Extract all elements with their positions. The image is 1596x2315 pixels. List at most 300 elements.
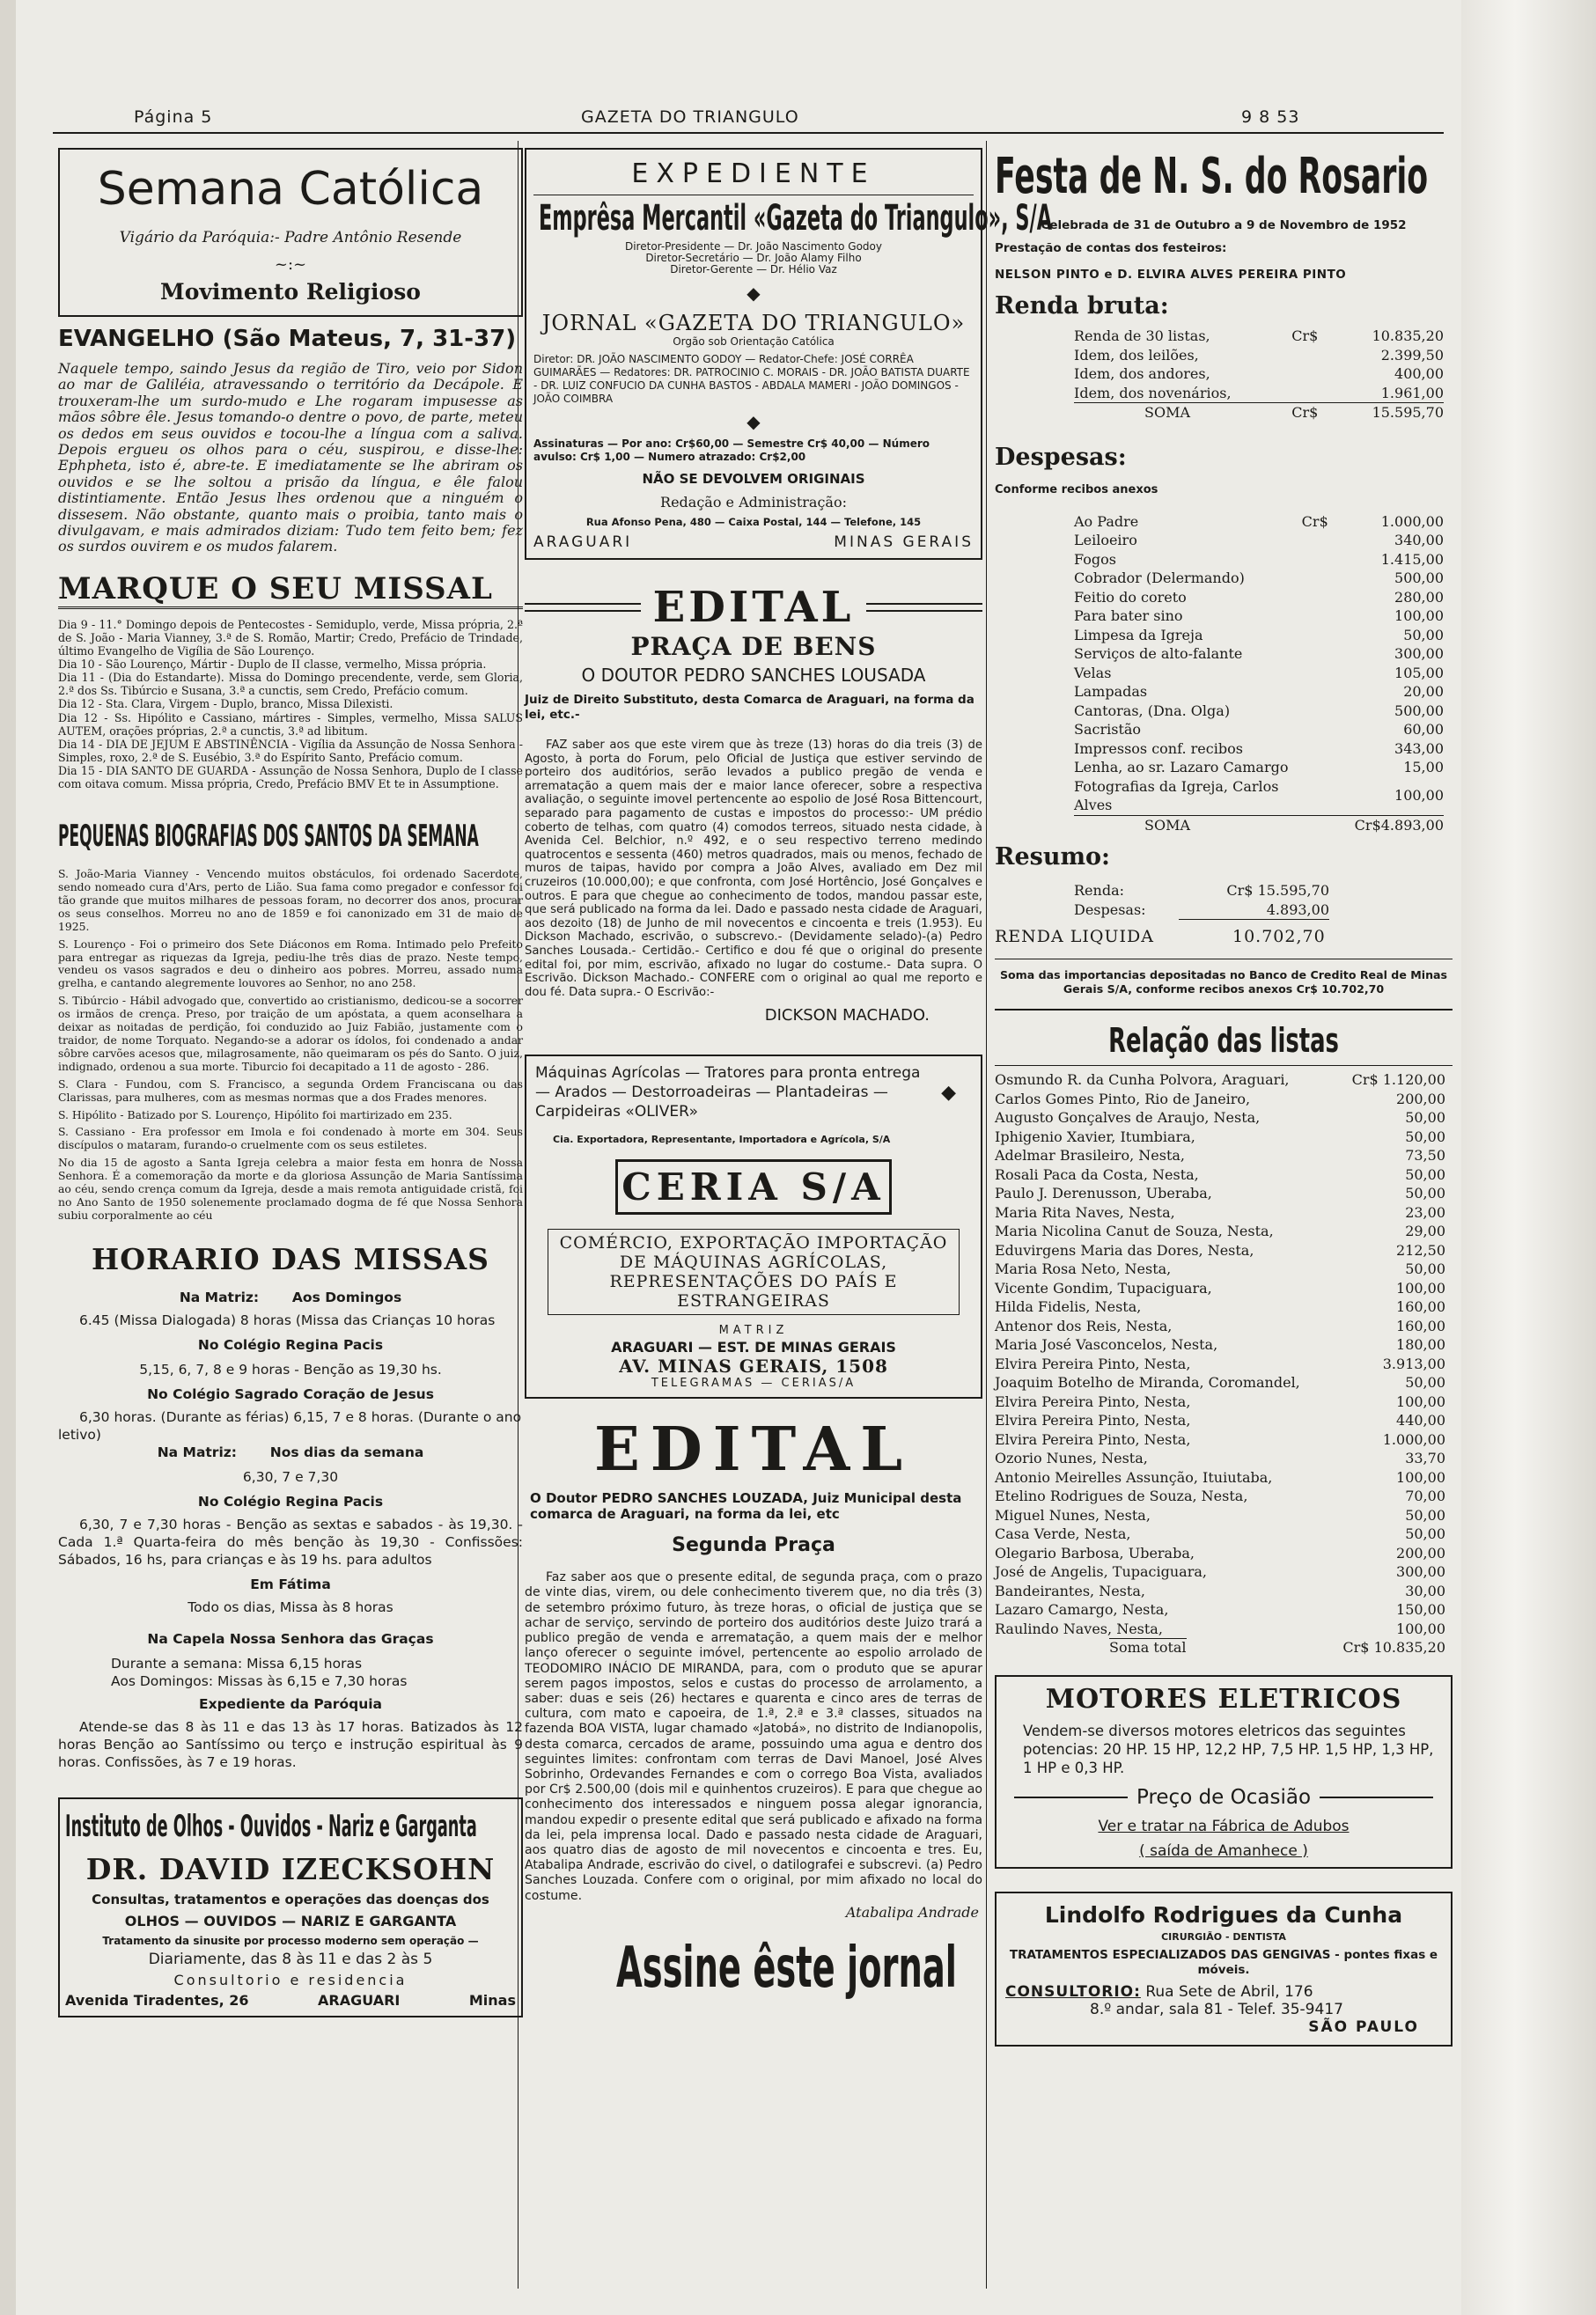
- listas-value: Cr$ 1.120,00: [1351, 1071, 1445, 1088]
- listas-row: [995, 1411, 1445, 1430]
- despesas-cr: [1302, 588, 1355, 607]
- instituto-l2: OLHOS — OUVIDOS — NARIZ E GARGANTA: [124, 1912, 457, 1929]
- instituto-address-row: [65, 1992, 516, 2009]
- listas-name: José de Angelis, Tupaciguara,: [995, 1563, 1207, 1580]
- column-rule-2: [986, 141, 987, 2289]
- despesas-row: [1074, 720, 1444, 739]
- listas-table: [995, 1070, 1445, 1657]
- horario-expediente: Expediente da Paróquia: [198, 1695, 383, 1712]
- horario-body: [58, 1289, 523, 1771]
- missal-title: MARQUE O SEU MISSAL: [58, 570, 493, 606]
- despesas-conforme: Conforme recibos anexos: [995, 482, 1158, 496]
- instituto-l5: Consultorio e residencia: [173, 1971, 408, 1988]
- resumo-despesas-value: 4.893,00: [1179, 900, 1329, 920]
- listas-row: [995, 1562, 1445, 1582]
- expediente-orgao: Orgão sob Orientação Católica: [673, 335, 835, 348]
- despesas-row: [1074, 588, 1444, 607]
- diamond-icon: ◆: [941, 1081, 956, 1104]
- expediente-assinaturas: Assinaturas — Por ano: Cr$60,00 — Semestre Cr$ 40,00 — Número avulso: Cr$ 1,00 — Numero atrazado: Cr$2,00: [533, 437, 930, 463]
- horario-aos-domingos: Aos Domingos: [291, 1289, 402, 1305]
- listas-row: [995, 1430, 1445, 1450]
- listas-row: [995, 1544, 1445, 1563]
- despesas-cr: [1302, 644, 1355, 664]
- listas-total-label: Soma total: [1109, 1639, 1187, 1656]
- horario-fatima: Em Fátima: [250, 1576, 331, 1592]
- listas-row: [995, 1184, 1445, 1203]
- biografias-heading: [58, 817, 523, 856]
- listas-row: [995, 1241, 1445, 1260]
- listas-row: [995, 1108, 1445, 1128]
- assine-text: Assine êste jornal: [616, 1935, 957, 2001]
- despesas-cr: [1302, 682, 1355, 702]
- ceria-machines: Máquinas Agrícolas — Tratores para pronta entrega — Arados — Destorroadeiras — Plantadeiras — Carpideiras «OLIVER»: [535, 1064, 921, 1121]
- despesas-label: Impressos conf. recibos: [1074, 739, 1243, 757]
- listas-name: Joaquim Botelho de Miranda, Coromandel,: [995, 1374, 1300, 1391]
- despesas-label: Serviços de alto-falante: [1074, 645, 1243, 662]
- listas-name: Carlos Gomes Pinto, Rio de Janeiro,: [995, 1090, 1251, 1107]
- despesas-row: [1074, 702, 1444, 721]
- despesas-value: 100,00: [1394, 607, 1444, 624]
- listas-name: Bandeirantes, Nesta,: [995, 1582, 1145, 1599]
- edital1-sig: DICKSON MACHADO.: [764, 1006, 930, 1025]
- renda-row: [1074, 384, 1444, 403]
- edital2-juiz: O Doutor PEDRO SANCHES LOUZADA, Juiz Municipal desta comarca de Araguari, na forma da lei, etc: [530, 1490, 962, 1523]
- expediente-company: Emprêsa Mercantil «Gazeta do Triangulo», S/A: [539, 198, 1053, 239]
- listas-value: 50,00: [1405, 1374, 1445, 1391]
- despesas-value: 100,00: [1394, 787, 1444, 805]
- column-left: [58, 141, 523, 2017]
- ceria-logo: CERIA S/A: [621, 1165, 886, 1209]
- vicar-line: Vigário da Paróquia:- Padre Antônio Resende: [119, 229, 462, 246]
- horario-expediente-txt: Atende-se das 8 às 11 e das 13 às 17 horas. Batizados às 12 horas Benção ao Santíssimo ou terço e instrução espiritual às 9 horas. Confissões, às 7 e 19 horas.: [58, 1718, 523, 1770]
- listas-name: Augusto Gonçalves de Araujo, Nesta,: [995, 1109, 1261, 1126]
- horario-regina: No Colégio Regina Pacis: [197, 1336, 384, 1353]
- listas-row: [995, 1165, 1445, 1185]
- ceria-desc: COMÉRCIO, EXPORTAÇÃO IMPORTAÇÃO DE MÁQUINAS AGRÍCOLAS, REPRESENTAÇÕES DO PAÍS E ESTRANGEIRAS: [559, 1233, 948, 1312]
- missal-entry: Dia 14 - DIA DE JEJUM E ABSTINÊNCIA - Vigília da Assunção de Nossa Senhora - Simples, roxo, 2.ª de S. Eusébio, 3.ª do Espírito Santo, Prefácio comum.: [58, 737, 523, 764]
- horario-fatima-txt: Todo os dias, Missa às 8 horas: [188, 1598, 393, 1615]
- despesas-value: 1.000,00: [1380, 512, 1444, 530]
- despesas-value: 105,00: [1394, 664, 1444, 681]
- despesas-label: Ao Padre: [1074, 512, 1139, 530]
- listas-value: 160,00: [1396, 1298, 1445, 1315]
- renda-liquida-label: RENDA LIQUIDA: [995, 927, 1154, 946]
- listas-value: 30,00: [1405, 1582, 1445, 1599]
- biografia-entry: S. Cassiano - Era professor em Imola e foi condenado à morte em 304. Seus discípulos o mataram, furando-o cruelmente com os seus estiletes.: [58, 1125, 523, 1152]
- renda-cr: [1291, 384, 1344, 403]
- movimento-title: Movimento Religioso: [160, 279, 421, 305]
- edital1-title: EDITAL: [652, 583, 855, 632]
- listas-value: 73,50: [1405, 1147, 1445, 1164]
- renda-cr: [1291, 364, 1344, 384]
- listas-value: 200,00: [1396, 1090, 1445, 1107]
- horario-regina-dom: 5,15, 6, 7, 8 e 9 horas - Benção as 19,30 hs.: [139, 1361, 442, 1378]
- resumo-renda: Renda:: [1074, 882, 1124, 899]
- ceria-matriz: MATRIZ: [718, 1324, 789, 1338]
- listas-name: Ozorio Nunes, Nesta,: [995, 1450, 1148, 1466]
- despesas-label: Sacristão: [1074, 721, 1142, 738]
- despesas-row: [1074, 569, 1444, 588]
- despesas-row: [1074, 531, 1444, 550]
- edital-1: [525, 583, 982, 1025]
- lindolfo-andar: 8.º andar, sala 81 - Telef. 35-9417: [1090, 2000, 1343, 2018]
- despesas-label: Cobrador (Delermando): [1074, 570, 1245, 586]
- festa-celebrada: Celebrada de 31 de Outubro a 9 de Novembro de 1952: [1041, 218, 1407, 232]
- listas-row: [995, 1146, 1445, 1165]
- listas-name: Elvira Pereira Pinto, Nesta,: [995, 1393, 1191, 1410]
- listas-value: 100,00: [1396, 1279, 1445, 1297]
- listas-name: Olegario Barbosa, Uberaba,: [995, 1544, 1195, 1562]
- listas-value: 180,00: [1396, 1336, 1445, 1353]
- listas-value: 100,00: [1396, 1620, 1445, 1637]
- issue-date: 9 8 53: [1241, 107, 1300, 127]
- listas-value: 50,00: [1405, 1185, 1445, 1202]
- listas-name: Maria Nicolina Canut de Souza, Nesta,: [995, 1223, 1274, 1239]
- missal-entry: Dia 11 - (Dia do Estandarte). Missa do Domingo precendente, verde, sem Gloria, 2.ª dos Ss. Tibúrcio e Susana, 3.ª a cunctis, sem Credo, Prefácio comum.: [58, 671, 523, 698]
- expediente-location-row: [533, 533, 974, 551]
- despesas-value: 500,00: [1394, 702, 1444, 719]
- listas-name: Maria Rosa Neto, Nesta,: [995, 1260, 1172, 1277]
- renda-liquida-value: 10.702,70: [1232, 927, 1326, 946]
- festa-title: Festa de N. S. do Rosario: [995, 148, 1429, 205]
- listas-value: 300,00: [1396, 1563, 1445, 1580]
- biografias-list: [58, 868, 523, 1223]
- instituto-doctor: DR. DAVID IZECKSOHN: [85, 1851, 496, 1886]
- evangelho-text: Naquele tempo, saindo Jesus da região de Tiro, veio por Sidon ao mar de Galiléia, atravessando o território da Decápole. E trouxeram-lhe um surdo-mudo e Lhe rogaram impusesse as mãos sôbre êle. Jesus tomando-o dentre o povo, de parte, meteu os dedos em seus ouvidos e tocou-lhe a língua com a saliva. Depois ergueu os olhos para o céu, suspirou, e disse-lhe: Ephpheta, isto é, abre-te. E imediatamente se lhe abriram os ouvidos e se lhe soltou a prisão da língua, e êle falou distintiamente. Então Jesus lhes ordenou que a ninguém o dissesem. Não obstante, quanto mais o proibia, tanto mais o divulgavam, e mais admirados diziam: Tudo tem feito bem; fez os surdos ouvirem e os mudos falarem.: [58, 360, 523, 555]
- missal-entry: Dia 9 - 11.° Domingo depois de Pentecostes - Semiduplo, verde, Missa própria, 2.ª de S. João - Maria Vianney, 3.ª de S. Romão, Martir; Credo, Prefácio de Trindade, último Evangelho de Vigília de São Lourenço.: [58, 617, 523, 658]
- edital1-sub: PRAÇA DE BENS: [630, 632, 877, 661]
- listas-row: [995, 1620, 1445, 1639]
- listas-row: [995, 1128, 1445, 1147]
- horario-sagrado: No Colégio Sagrado Coração de Jesus: [147, 1385, 434, 1402]
- motores-ver: Ver e tratar na Fábrica de Adubos: [1098, 1817, 1350, 1835]
- renda-value: 10.835,20: [1372, 327, 1444, 344]
- despesas-label: Fogos: [1074, 550, 1116, 568]
- ceria-av: AV. MINAS GERAIS, 1508: [619, 1356, 888, 1378]
- instituto-l1: Consultas, tratamentos e operações das doenças dos: [92, 1891, 489, 1907]
- despesas-table: [1074, 512, 1444, 835]
- lindolfo-trat: TRATAMENTOS ESPECIALIZADOS DAS GENGIVAS - pontes fixas e móveis.: [1009, 1947, 1438, 1977]
- despesas-cr: [1302, 758, 1355, 777]
- listas-row: [995, 1468, 1445, 1488]
- listas-name: Etelino Rodrigues de Souza, Nesta,: [995, 1488, 1248, 1504]
- expediente-cidade: ARAGUARI: [533, 533, 633, 551]
- despesas-soma-label: SOMA: [1074, 815, 1302, 834]
- listas-name: Lazaro Camargo, Nesta,: [995, 1601, 1169, 1618]
- horario-dias-semana: Nos dias da semana: [269, 1444, 424, 1460]
- instituto-l3: Tratamento da sinusite por processo moderno sem operação —: [102, 1934, 479, 1947]
- despesas-cr: Cr$: [1301, 512, 1328, 530]
- instituto-state: Minas: [468, 1991, 516, 2009]
- listas-row: [995, 1090, 1445, 1109]
- expediente-staff: Diretor: DR. JOÃO NASCIMENTO GODOY — Redator-Chefe: JOSÉ CORRÊA GUIMARÃES — Redatores: DR. PATROCINIO C. MORAIS - DR. JOÃO BATISTA DUARTE - DR. LUIZ CONFUCIO DA CUNHA BASTOS - ABDALA MAMERI - JOÃO DOMINGOS - JOÃO COIMBRA: [533, 353, 970, 405]
- missal-list: [58, 618, 523, 790]
- missal-entry: Dia 15 - DIA SANTO DE GUARDA - Assunção de Nossa Senhora, Duplo de I classe com oitava comum. Missa própria, Credo, Prefácio BMV Et te in Assumptione.: [58, 763, 523, 790]
- semana-title: Semana Católica: [97, 163, 484, 216]
- despesas-value: 50,00: [1403, 626, 1444, 643]
- despesas-row: [1074, 606, 1444, 626]
- listas-name: Rosali Paca da Costa, Nesta,: [995, 1165, 1199, 1183]
- listas-name: Raulindo Naves, Nesta,: [995, 1620, 1163, 1637]
- biografia-entry: S. Tibúrcio - Hábil advogado que, convertido ao cristianismo, dedicou-se a socorrer os irmãos de crença. Preso, por traição de um apóstata, a quem aconselhara a deixar as noitadas de perdição, foi conduzido ao Juiz Fabião, justamente com o traidor, de nome Torquato. Negando-se a adorar os ídolos, foi condenado a andar sôbre carvões acesos que, milagrosamente, não queimaram os pés do Santo. O juiz, indignado, ordenou a sua morte. Tiburcio foi decapitado a 11 de agosto - 286.: [58, 994, 523, 1073]
- renda-value: 2.399,50: [1380, 346, 1444, 364]
- renda-table: [1074, 327, 1444, 423]
- resumo-title: Resumo:: [995, 843, 1110, 871]
- despesas-cr: [1302, 550, 1355, 570]
- biografia-entry: S. Lourenço - Foi o primeiro dos Sete Diáconos em Roma. Intimado pelo Prefeito para entregar as riquezas da Igreja, pediu-lhe três dias de prazo. Neste tempo, vendeu os vasos sagrados e deu o dinheiro aos pobres. Morreu, assado numa grelha, e cantando alegremente louvores ao Senhor, no ano 258.: [58, 937, 523, 990]
- renda-label: Idem, dos novenários,: [1074, 384, 1232, 401]
- motores-saida: ( saída de Amanhece ): [1139, 1841, 1308, 1860]
- renda-value: 400,00: [1394, 365, 1444, 382]
- listas-value: 150,00: [1396, 1601, 1445, 1618]
- despesas-label: Para bater sino: [1074, 607, 1183, 624]
- listas-value: 50,00: [1405, 1506, 1445, 1524]
- listas-value: 50,00: [1405, 1260, 1445, 1277]
- horario-matriz-dom: 6.45 (Missa Dialogada) 8 horas (Missa das Crianças 10 horas: [79, 1312, 496, 1328]
- despesas-value: 280,00: [1394, 588, 1444, 606]
- biografia-entry: S. Clara - Fundou, com S. Francisco, a segunda Ordem Franciscana ou das Clarissas, para mulheres, com as mesmas normas que a dos Frades menores.: [58, 1077, 523, 1104]
- expediente-redacao: Redação e Administração:: [660, 494, 847, 511]
- listas-name: Adelmar Brasileiro, Nesta,: [995, 1147, 1185, 1164]
- listas-value: 50,00: [1405, 1128, 1445, 1145]
- listas-value: 100,00: [1396, 1468, 1445, 1486]
- expediente-dir2: Diretor-Secretário — Dr. João Alamy Filho: [645, 252, 862, 264]
- listas-name: Hilda Fidelis, Nesta,: [995, 1298, 1142, 1315]
- motores-title: MOTORES ELETRICOS: [1045, 1683, 1402, 1715]
- despesas-label: Feitio do coreto: [1074, 588, 1187, 606]
- listas-total-value: Cr$ 10.835,20: [1342, 1639, 1445, 1656]
- renda-cr: Cr$: [1291, 327, 1319, 344]
- edital2-sig: Atabalipa Andrade: [845, 1903, 979, 1921]
- biografia-entry: S. Hipólito - Batizado por S. Lourenço, Hipólito foi martirizado em 235.: [58, 1107, 452, 1121]
- diamond-icon: ◆: [747, 411, 761, 432]
- missal-entry: Dia 12 - Ss. Hipólito e Cassiano, mártires - Simples, vermelho, Missa SALUS AUTEM, orações próprias, 2.ª a cunctis, 3.ª ad libitum.: [58, 710, 523, 738]
- listas-row: [995, 1260, 1445, 1279]
- despesas-row: [1074, 682, 1444, 702]
- listas-name: Osmundo R. da Cunha Polvora, Araguari,: [995, 1071, 1290, 1088]
- listas-name: Casa Verde, Nesta,: [995, 1525, 1131, 1542]
- listas-name: Vicente Gondim, Tupaciguara,: [995, 1279, 1212, 1297]
- page-number: Página 5: [134, 107, 213, 127]
- despesas-cr: [1302, 720, 1355, 739]
- despesas-row: [1074, 777, 1444, 816]
- despesas-row: [1074, 512, 1444, 532]
- listas-row: [995, 1297, 1445, 1317]
- renda-label: Renda de 30 listas,: [1074, 327, 1210, 344]
- despesas-cr: [1302, 531, 1355, 550]
- assine-ad: [525, 1933, 982, 2003]
- despesas-label: Limpesa da Igreja: [1074, 626, 1203, 643]
- lindolfo-consultorio: Rua Sete de Abril, 176: [1145, 1982, 1313, 2001]
- edital2-text: Faz saber aos que o presente edital, de segunda praça, com o prazo de vinte dias, virem, ou dele conhecimento tiverem que, no dia três (3) de setembro próximo futuro, às treze horas, o oficial de justiça que se achar de serviço, servindo de porteiro dos auditórios deste Juizo trará a publico pregão de venda e arrematação, a quem mais der e melhor lanço oferecer o seguinte imóvel, pertencente ao espolio arrolado de TEODOMIRO INÁCIO DE MIRANDA, para, com o produto que se apurar serem pagos impostos, selos e custas do processo de arrolamento, a saber: duas e seis (26) hectares e quarenta e cinco ares de terras de cultura, com mato e capoeira, de 1.ª, 2.ª e 3.ª classes, situados na fazenda BOA VISTA, lugar chamado «Jatobá», no distrito de Indianopolis, desta comarca, cercados de arame, possuindo uma agua e dentro dos seguintes limites: confrontam com terras de Davi Manoel, José Alves Sobrinho, Ordevandes Fernandes e com o corrego Boa Vista, avaliados por Cr$ 2.500,00 (dois mil e quinhentos cruzeiros). E para que chegue ao conhecimento dos interessados e ninguem possa alegar ignorancia, mandou expedir o presente edital que será publicado e afixado na forma da lei, pela imprensa local. Dado e passado nesta cidade de Araguari, aos quatro dias de agosto de mil novecentos e cincoenta e tres. Eu, Atabalipa Andrade, escrivão do civel, o datilografei e subscrevi. (a) Pedro Sanches Louzada. Confere com o original, por mim afixado no local do costume.: [525, 1570, 982, 1903]
- listas-value: 100,00: [1396, 1393, 1445, 1410]
- lindolfo-role: CIRURGIÃO - DENTISTA: [1161, 1930, 1286, 1943]
- ornament: ~:~: [274, 255, 307, 274]
- horario-matriz-sem: 6,30, 7 e 7,30: [242, 1468, 339, 1485]
- lindolfo-city: SÃO PAULO: [1308, 2017, 1419, 2036]
- biografia-entry: S. João-Maria Vianney - Vencendo muitos obstáculos, foi ordenado Sacerdote, sendo nomeado cura d'Ars, perto de Lião. Sua fama como pregador e confessor foi tão grande que muitos milhares de pessoas foram, no decorrer dos anos, procurar os seus conselhos. Morreu no ano de 1859 e foi canonizado em 31 de maio de 1925.: [58, 867, 523, 933]
- lindolfo-box: [995, 1892, 1453, 2047]
- instituto-box: [58, 1797, 523, 2017]
- listas-row: [995, 1070, 1445, 1090]
- listas-title: Relação das listas: [1108, 1021, 1339, 1060]
- instituto-city: ARAGUARI: [318, 1991, 401, 2009]
- edital2-title: EDITAL: [593, 1415, 914, 1486]
- missal-heading: [58, 571, 523, 609]
- listas-name: Maria José Vasconcelos, Nesta,: [995, 1336, 1218, 1353]
- newspaper-name: GAZETA DO TRIANGULO: [581, 107, 799, 127]
- despesas-cr: [1302, 777, 1355, 816]
- listas-row: [995, 1582, 1445, 1601]
- listas-value: 50,00: [1405, 1109, 1445, 1126]
- semana-catolica-box: [58, 148, 523, 317]
- horario-regina2: No Colégio Regina Pacis: [197, 1493, 384, 1510]
- ceria-cia: Cia. Exportadora, Representante, Importadora e Agrícola, S/A: [553, 1134, 891, 1146]
- listas-name: Iphigenio Xavier, Itumbiara,: [995, 1128, 1195, 1145]
- despesas-label: Velas: [1074, 664, 1112, 681]
- page-edge: [1461, 0, 1596, 2315]
- listas-value: 440,00: [1396, 1412, 1445, 1429]
- instituto-title: Instituto de Olhos - Ouvidos - Nariz e Garganta: [65, 1808, 477, 1844]
- listas-row: [995, 1373, 1445, 1393]
- despesas-label: Leiloeiro: [1074, 532, 1137, 548]
- header-rule: [53, 132, 1444, 134]
- festa-prestacao: Prestação de contas dos festeiros:: [995, 241, 1227, 255]
- festa-festeiros: NELSON PINTO e D. ELVIRA ALVES PEREIRA PINTO: [995, 268, 1347, 282]
- lindolfo-name: Lindolfo Rodrigues da Cunha: [1044, 1901, 1403, 1928]
- horario-regina-sem: 6,30, 7 e 7,30 horas - Benção as sextas e sabados - às 19,30. - Cada 1.ª Quarta-feira do mês benção às 19,30 - Confissões: Sábados, 16 hs, para crianças e às 19 hs. para adultos: [58, 1516, 523, 1568]
- listas-row: [995, 1600, 1445, 1620]
- listas-row: [995, 1487, 1445, 1506]
- listas-row: [995, 1393, 1445, 1412]
- listas-value: 50,00: [1405, 1165, 1445, 1183]
- despesas-value: 15,00: [1403, 759, 1444, 775]
- despesas-cr: [1302, 664, 1355, 683]
- horario-sagrado-dom: 6,30 horas. (Durante as férias) 6,15, 7 e 8 horas. (Durante o ano letivo): [58, 1408, 522, 1443]
- renda-soma-cr: Cr$: [1291, 403, 1344, 423]
- renda-title: Renda bruta:: [995, 292, 1169, 320]
- missal-entry: Dia 10 - São Lourenço, Mártir - Duplo de II classe, vermelho, Missa própria.: [58, 658, 487, 672]
- despesas-value: 1.415,00: [1380, 550, 1444, 568]
- listas-name: Antenor dos Reis, Nesta,: [995, 1317, 1173, 1334]
- horario-gracas: Na Capela Nossa Senhora das Graças: [147, 1630, 434, 1647]
- despesas-value: 20,00: [1403, 683, 1444, 700]
- despesas-value: 340,00: [1394, 532, 1444, 548]
- listas-name: Miguel Nunes, Nesta,: [995, 1506, 1151, 1524]
- despesas-cr: [1302, 702, 1355, 721]
- instituto-addr: Avenida Tiradentes, 26: [65, 1991, 249, 2009]
- renda-row: [1074, 346, 1444, 365]
- despesas-row: [1074, 739, 1444, 759]
- listas-value: 29,00: [1405, 1223, 1445, 1239]
- ceria-city: ARAGUARI — EST. DE MINAS GERAIS: [611, 1339, 896, 1356]
- listas-name: Paulo J. Derenusson, Uberaba,: [995, 1185, 1212, 1202]
- listas-value: 70,00: [1405, 1488, 1445, 1504]
- expediente-box: [525, 148, 1053, 560]
- despesas-row: [1074, 626, 1444, 645]
- horario-gracas-2: Aos Domingos: Missas às 6,15 e 7,30 horas: [111, 1672, 408, 1689]
- edital-2: [525, 1416, 982, 1920]
- evangelho-title: EVANGELHO (São Mateus, 7, 31-37): [58, 326, 517, 352]
- listas-value: 212,50: [1396, 1241, 1445, 1259]
- listas-value: 1.000,00: [1382, 1430, 1445, 1448]
- despesas-value: 500,00: [1394, 570, 1444, 586]
- listas-row: [995, 1355, 1445, 1374]
- despesas-label: Lampadas: [1074, 683, 1148, 700]
- despesas-value: 343,00: [1394, 739, 1444, 757]
- listas-row: [995, 1279, 1445, 1298]
- renda-label: Idem, dos leilões,: [1074, 346, 1199, 364]
- instituto-l4: Diariamente, das 8 às 11 e das 2 às 5: [148, 1950, 433, 1968]
- listas-row: [995, 1222, 1445, 1241]
- renda-row: [1074, 327, 1444, 346]
- renda-cr: [1291, 346, 1344, 365]
- ceria-tel: TELEGRAMAS — CERIAS/A: [651, 1377, 857, 1391]
- expediente-dir1: Diretor-Presidente — Dr. João Nascimento Godoy: [624, 240, 882, 253]
- resumo-table: [1074, 881, 1329, 920]
- expediente-endereco: Rua Afonso Pena, 480 — Caixa Postal, 144 — Telefone, 145: [585, 516, 922, 528]
- horario-matriz: Na Matriz:: [179, 1289, 260, 1305]
- despesas-title: Despesas:: [995, 443, 1127, 471]
- listas-value: 200,00: [1396, 1544, 1445, 1562]
- horario-matriz2: Na Matriz:: [157, 1444, 237, 1460]
- ceria-box: [525, 1055, 982, 1399]
- listas-row: [995, 1506, 1445, 1525]
- despesas-soma-value: Cr$4.893,00: [1354, 816, 1444, 834]
- edital2-sub: Segunda Praça: [672, 1534, 835, 1557]
- horario-title: HORARIO DAS MISSAS: [92, 1241, 489, 1276]
- listas-row: [995, 1335, 1445, 1355]
- renda-value: 1.961,00: [1380, 384, 1444, 401]
- resumo-renda-value: Cr$ 15.595,70: [1226, 882, 1329, 899]
- motores-preco: Preço de Ocasião: [1136, 1785, 1312, 1809]
- expediente-dir3: Diretor-Gerente — Dr. Hélio Vaz: [670, 263, 837, 276]
- horario-gracas-1: Durante a semana: Missa 6,15 horas: [111, 1655, 363, 1672]
- lindolfo-consultorio-row: [1005, 1983, 1442, 2001]
- biografias-title: PEQUENAS BIOGRAFIAS DOS SANTOS DA SEMANA: [58, 819, 479, 855]
- expediente-title: EXPEDIENTE: [631, 158, 876, 189]
- listas-row: [995, 1525, 1445, 1544]
- listas-name: Elvira Pereira Pinto, Nesta,: [995, 1430, 1191, 1448]
- listas-name: Antonio Meirelles Assunção, Ituiutaba,: [995, 1468, 1273, 1486]
- motores-l1: Vendem-se diversos motores eletricos das seguintes potencias: 20 HP. 15 HP, 12,2 HP, 7,5 HP. 1,5 HP, 1,3 HP, 1 HP e 0,3 HP.: [1023, 1722, 1434, 1776]
- missal-entry: Dia 12 - Sta. Clara, Virgem - Duplo, branco, Missa Dilexisti.: [58, 697, 393, 711]
- despesas-label: Fotografias da Igreja, Carlos Alves: [1074, 777, 1279, 813]
- despesas-value: 60,00: [1403, 721, 1444, 738]
- listas-name: Elvira Pereira Pinto, Nesta,: [995, 1412, 1191, 1429]
- expediente-nao-devolvem: NÃO SE DEVOLVEM ORIGINAIS: [642, 471, 865, 487]
- edital1-juiz2: Juiz de Direito Substituto, desta Comarca de Araguari, na forma da lei, etc.-: [525, 693, 975, 722]
- despesas-row: [1074, 664, 1444, 683]
- despesas-cr: [1302, 569, 1355, 588]
- despesas-label: Lenha, ao sr. Lazaro Camargo: [1074, 759, 1289, 775]
- listas-row: [995, 1203, 1445, 1223]
- listas-name: Eduvirgens Maria das Dores, Nesta,: [995, 1241, 1254, 1259]
- despesas-label: Cantoras, (Dna. Olga): [1074, 702, 1231, 719]
- renda-soma-value: 15.595,70: [1344, 403, 1444, 423]
- despesas-cr: [1302, 626, 1355, 645]
- resumo-despesas: Despesas:: [1074, 900, 1146, 918]
- listas-name: Elvira Pereira Pinto, Nesta,: [995, 1355, 1191, 1372]
- listas-value: 160,00: [1396, 1317, 1445, 1334]
- despesas-row: [1074, 758, 1444, 777]
- edital1-text: FAZ saber aos que este virem que às treze (13) horas do dia treis (3) de Agosto, à porta do Forum, pelo Oficial de Justiça que estiver servindo de porteiro dos auditórios, serão levados a publico pregão de venda e arrematação a quem mais der e maior lance oferecer, sobre a respectiva avaliação, o seguinte imovel pertencente ao espolio de José Rosa Bittencourt, separado para pagamento de custas e impostos do processo:- UM prédio coberto de telhas, com quatro (4) comodos terreos, situado nesta cidade, à Avenida Cel. Belchior, n.º 492, e o seu respectivo terreno medindo quatrocentos e sessenta (460) metros quadrados, mais ou menos, fechado de muros de taipas, havido por compra a João Alves, avaliado em Dez mil cruzeiros (10.000,00); e que confronta, com José Hortêncio, José Gonçalves e outros. E para que chegue ao conhecimento de todos, mandou passar este, que será publicado na forma da lei. Dado e passado nesta cidade de Araguari, aos dezoito (18) de Junho de mil novecentos e cincoenta e treis (1.953). Eu Dickson Machado, escrivão, o subscrevo.- (Devidamente selado)-(a) Pedro Sanches Lousada.- Certidão.- Certifico e dou fé que o original do presente edital foi, por mim, escrivão, afixado no lugar do costume.- Data supra. O Escrivão. Dickson Machado.- CONFERE com o original ao qual me reporto e dou fé. Data supra.- O Escrivão:-: [525, 739, 982, 999]
- expediente-jornal: JORNAL «GAZETA DO TRIANGULO»: [541, 311, 966, 335]
- listas-row: [995, 1317, 1445, 1336]
- renda-row: [1074, 364, 1444, 384]
- listas-row: [995, 1449, 1445, 1468]
- listas-name: Maria Rita Naves, Nesta,: [995, 1203, 1175, 1221]
